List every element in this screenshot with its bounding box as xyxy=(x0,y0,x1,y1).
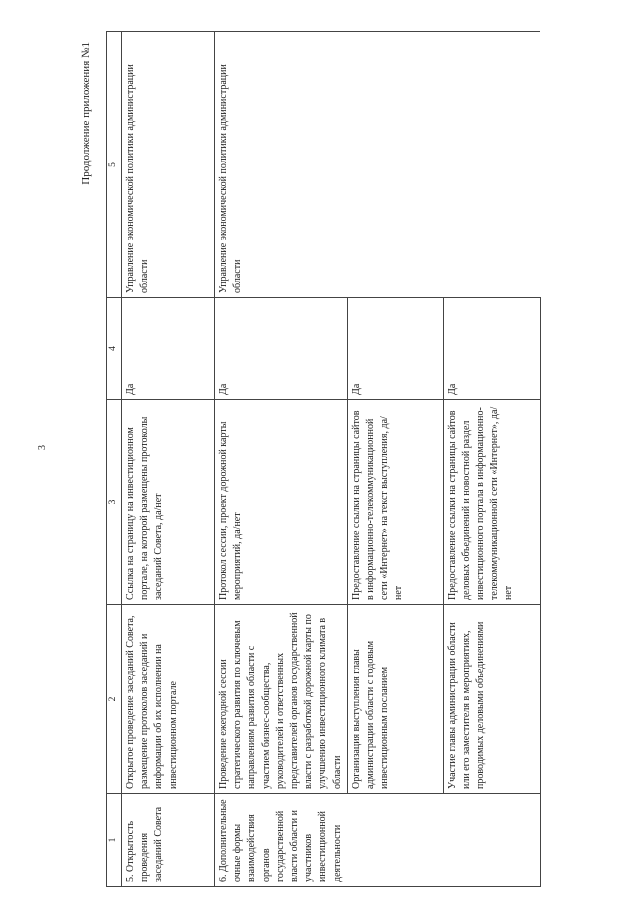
page-number: 3 xyxy=(37,445,48,450)
responsible-cell xyxy=(347,32,443,298)
table-row xyxy=(347,32,443,887)
responsible-cell: Управление экономической политики администрации области xyxy=(122,32,215,298)
header-cell: 5 xyxy=(107,32,122,298)
table-row xyxy=(215,32,348,887)
section-cell xyxy=(443,794,540,887)
caption-area xyxy=(76,32,98,897)
section-cell: 6. Дополнительные очные формы взаимодействия органов государственной власти области и участников инвестиционной деятельности xyxy=(215,794,348,887)
measures-table xyxy=(106,31,541,887)
section-cell: 5. Открытость проведения заседаний Совета xyxy=(122,794,215,887)
indicator-cell: Ссылка на страницу на инвестиционном портале, на которой размещены протоколы заседаний Совета, да/нет xyxy=(122,400,215,605)
table-row xyxy=(443,32,540,887)
responsible-cell xyxy=(443,32,540,298)
value-cell: Да xyxy=(347,298,443,400)
indicator-cell: Предоставление ссылки на страницы сайтов деловых объединений и новостной раздел инвестиционного портала в информационно-телекоммуникационной сети «Интернет», да/нет xyxy=(443,400,540,605)
rotated-page-content xyxy=(76,32,611,897)
table-row xyxy=(122,32,215,887)
appendix-caption: Продолжение приложения №1 xyxy=(80,42,92,185)
header-cell: 1 xyxy=(107,794,122,887)
measure-cell: Проведение ежегодной сессии стратегического развития по ключевым направлениям развития области с участием бизнес-сообщества, руководителей и ответственных представителей органов государственной власти с разработкой дорожной карты по улучшению инвестиционного климата в области xyxy=(215,605,348,794)
value-cell: Да xyxy=(122,298,215,400)
header-cell: 2 xyxy=(107,605,122,794)
header-cell: 3 xyxy=(107,400,122,605)
measure-cell: Организация выступления главы администрации области с годовым инвестиционным посланием xyxy=(347,605,443,794)
value-cell: Да xyxy=(443,298,540,400)
table-header-row xyxy=(107,32,122,887)
value-cell: Да xyxy=(215,298,348,400)
indicator-cell: Предоставление ссылки на страницы сайтов в информационно-телекоммуникационной сети «Интернет» на текст выступления, да/нет xyxy=(347,400,443,605)
responsible-cell: Управление экономической политики администрации области xyxy=(215,32,348,298)
header-cell: 4 xyxy=(107,298,122,400)
indicator-cell: Протокол сессии, проект дорожной карты мероприятий, да/нет xyxy=(215,400,348,605)
measure-cell: Участие главы администрации области или его заместителя в мероприятиях, проводимых деловыми объединениями xyxy=(443,605,540,794)
measure-cell: Открытое проведение заседаний Совета, размещение протоколов заседаний и информации об их исполнении на инвестиционном портале xyxy=(122,605,215,794)
section-cell xyxy=(347,794,443,887)
